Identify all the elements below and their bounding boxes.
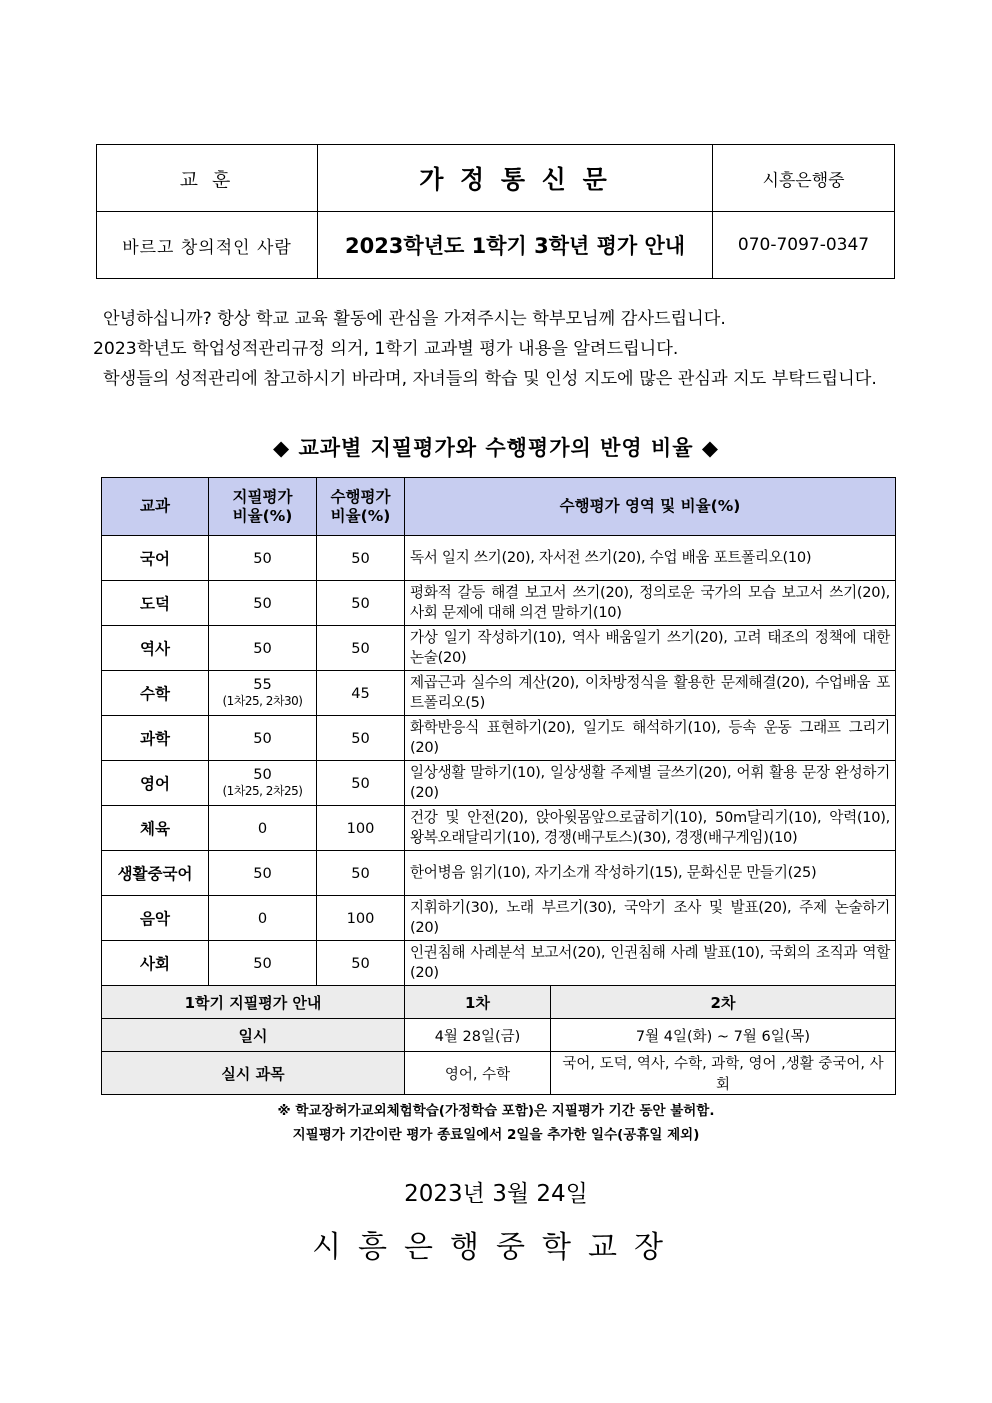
header-written-line1: 지필평가 [232,487,293,506]
performance-ratio: 50 [317,536,405,581]
performance-ratio: 50 [317,851,405,896]
header-written-ratio [209,478,317,536]
written-ratio-cell [209,896,317,941]
exam-first-label: 1차 [405,986,551,1019]
newsletter-header [96,144,895,279]
performance-ratio: 50 [317,581,405,626]
header-performance-ratio [317,478,405,536]
exam-second-label: 2차 [551,986,896,1019]
subject-name: 음악 [102,896,209,941]
performance-areas: 제곱근과 실수의 계산(20), 이차방정식을 활용한 문제해결(20), 수업배움 포트폴리오(5) [405,671,896,716]
table-row [102,716,896,761]
header-performance-line2: 비율(%) [330,506,391,525]
performance-ratio: 50 [317,716,405,761]
exam-date-row [102,1019,896,1052]
written-ratio-cell [209,716,317,761]
section-title: ◆ 교과별 지필평가와 수행평가의 반영 비율 ◆ [272,436,720,460]
exam-guide-header-row [102,986,896,1019]
written-ratio: 50 [253,639,272,657]
subject-name: 과학 [102,716,209,761]
performance-ratio: 45 [317,671,405,716]
written-ratio: 0 [257,909,268,927]
performance-areas: 평화적 갈등 해결 보고서 쓰기(20), 정의로운 국가의 모습 보고서 쓰기(20), 사회 문제에 대해 의견 말하기(10) [405,581,896,626]
document-title: 가 정 통 신 문 [318,145,713,212]
exam-guide-label: 1학기 지필평가 안내 [102,986,405,1019]
evaluation-table [101,477,896,1095]
header-subject: 교과 [102,478,209,536]
table-row [102,671,896,716]
written-ratio: 55 [253,676,272,693]
performance-ratio: 50 [317,626,405,671]
note-line-1: ※ 학교장허가교외체험학습(가정학습 포함)은 지필평가 기간 동안 불허함. [277,1103,715,1119]
subject-name: 생활중국어 [102,851,209,896]
subject-name: 사회 [102,941,209,986]
subject-name: 역사 [102,626,209,671]
performance-ratio: 50 [317,761,405,806]
written-ratio-cell [209,761,317,806]
table-row [102,536,896,581]
written-ratio-cell [209,671,317,716]
motto-label: 교 훈 [97,145,318,212]
intro-paragraph-3: 학생들의 성적관리에 참고하시기 바라며, 자녀들의 학습 및 인성 지도에 많은 관심과 지도 부탁드립니다. [103,369,877,389]
table-row [102,806,896,851]
written-ratio-cell [209,581,317,626]
school-phone: 070-7097-0347 [713,212,895,279]
performance-ratio: 100 [317,896,405,941]
written-ratio: 50 [253,864,272,882]
subject-name: 체육 [102,806,209,851]
school-name: 시흥은행중 [713,145,895,212]
table-row [102,581,896,626]
performance-ratio: 50 [317,941,405,986]
written-ratio: 50 [253,766,272,783]
performance-areas: 한어병음 읽기(10), 자기소개 작성하기(15), 문화신문 만들기(25) [405,851,896,896]
table-row [102,941,896,986]
performance-areas: 일상생활 말하기(10), 일상생활 주제별 글쓰기(20), 어휘 활용 문장 완성하기(20) [405,761,896,806]
written-ratio-breakdown: (1차25, 2차30) [222,694,303,708]
written-ratio-cell [209,536,317,581]
written-ratio: 0 [257,819,268,837]
table-row [102,761,896,806]
written-ratio-cell [209,806,317,851]
written-ratio: 50 [253,594,272,612]
performance-areas: 인권침해 사례분석 보고서(20), 인권침해 사례 발표(10), 국회의 조직과 역할(20) [405,941,896,986]
header-written-line2: 비율(%) [232,506,293,525]
performance-ratio: 100 [317,806,405,851]
intro-paragraph-2: 2023학년도 학업성적관리규정 의거, 1학기 교과별 평가 내용을 알려드립니다. [93,339,679,359]
school-motto: 바르고 창의적인 사람 [97,212,318,279]
performance-areas: 지휘하기(30), 노래 부르기(30), 국악기 조사 및 발표(20), 주제 논술하기(20) [405,896,896,941]
table-row [102,851,896,896]
header-performance-line1: 수행평가 [330,487,391,506]
document-subtitle: 2023학년도 1학기 3학년 평가 안내 [318,212,713,279]
exam-subjects-label: 실시 과목 [102,1052,405,1095]
issue-date: 2023년 3월 24일 [404,1181,588,1207]
table-row [102,896,896,941]
table-row [102,626,896,671]
written-ratio-cell [209,941,317,986]
exam-date-label: 일시 [102,1019,405,1052]
subject-name: 도덕 [102,581,209,626]
performance-areas: 화학반응식 표현하기(20), 일기도 해석하기(10), 등속 운동 그래프 그리기(20) [405,716,896,761]
exam-subjects-row [102,1052,896,1095]
principal-signature: 시흥은행중학교장 [312,1230,680,1265]
subject-name: 수학 [102,671,209,716]
notes [0,1099,992,1147]
subject-name: 국어 [102,536,209,581]
intro-paragraph-1: 안녕하십니까? 항상 학교 교육 활동에 관심을 가져주시는 학부모님께 감사드립니다. [103,309,726,329]
note-line-2: 지필평가 기간이란 평가 종료일에서 2일을 추가한 일수(공휴일 제외) [292,1127,700,1143]
written-ratio-breakdown: (1차25, 2차25) [222,784,303,798]
table-header-row [102,478,896,536]
exam-subjects-second: 국어, 도덕, 역사, 수학, 과학, 영어 ,생활 중국어, 사회 [551,1052,896,1095]
intro-text [93,304,897,394]
performance-areas: 독서 일지 쓰기(20), 자서전 쓰기(20), 수업 배움 포트폴리오(10) [405,536,896,581]
written-ratio: 50 [253,954,272,972]
subject-name: 영어 [102,761,209,806]
written-ratio: 50 [253,549,272,567]
performance-areas: 건강 및 안전(20), 앉아윗몸앞으로굽히기(10), 50m달리기(10), 악력(10), 왕복오래달리기(10), 경쟁(배구토스)(30), 경쟁(배구게임)(10) [405,806,896,851]
header-performance-area: 수행평가 영역 및 비율(%) [405,478,896,536]
written-ratio: 50 [253,729,272,747]
written-ratio-cell [209,851,317,896]
exam-subjects-first: 영어, 수학 [405,1052,551,1095]
exam-date-first: 4월 28일(금) [405,1019,551,1052]
exam-date-second: 7월 4일(화) ~ 7월 6일(목) [551,1019,896,1052]
written-ratio-cell [209,626,317,671]
performance-areas: 가상 일기 작성하기(10), 역사 배움일기 쓰기(20), 고려 태조의 정책에 대한 논술(20) [405,626,896,671]
